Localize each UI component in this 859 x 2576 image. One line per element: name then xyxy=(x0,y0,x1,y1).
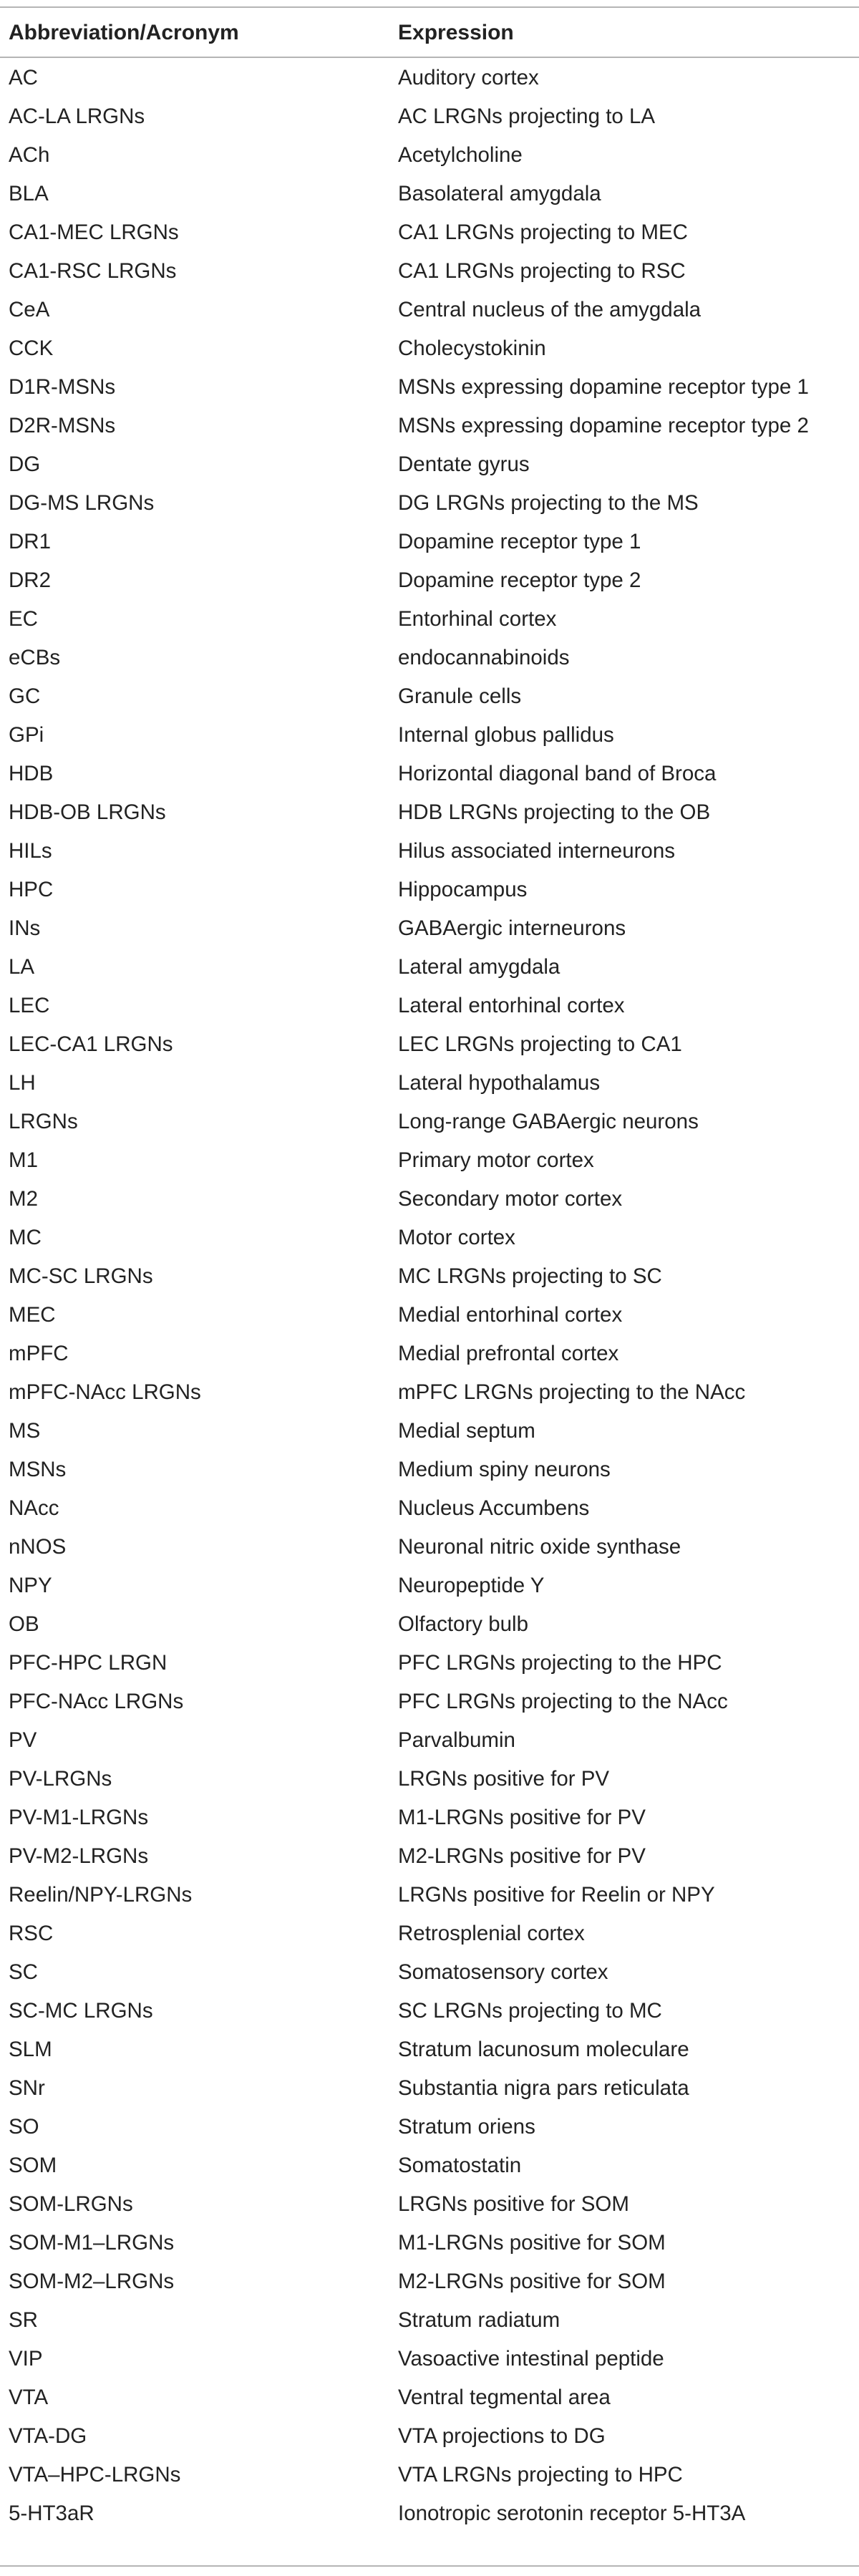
abbreviation-cell: AC-LA LRGNs xyxy=(9,105,145,128)
table-row xyxy=(0,483,859,522)
abbreviation-cell: mPFC-NAcc LRGNs xyxy=(9,1380,201,1404)
expression-cell: endocannabinoids xyxy=(398,646,570,669)
abbreviation-cell: Reelin/NPY-LRGNs xyxy=(9,1883,193,1907)
table-row xyxy=(0,2262,859,2300)
abbreviation-cell: MEC xyxy=(9,1303,56,1327)
table-row xyxy=(0,1952,859,1991)
table-row xyxy=(0,135,859,174)
table-row xyxy=(0,1334,859,1372)
table-row xyxy=(0,561,859,599)
abbreviation-cell: MC-SC LRGNs xyxy=(9,1264,153,1288)
abbreviation-cell: RSC xyxy=(9,1922,54,1945)
table-row xyxy=(0,2146,859,2184)
table-row xyxy=(0,522,859,561)
expression-cell: M1-LRGNs positive for PV xyxy=(398,1806,646,1829)
table-row xyxy=(0,599,859,638)
table-row xyxy=(0,2107,859,2146)
abbreviation-cell: SLM xyxy=(9,2038,52,2061)
expression-cell: Medial septum xyxy=(398,1419,535,1443)
table-row xyxy=(0,986,859,1025)
table-row xyxy=(0,1218,859,1256)
abbreviation-cell: INs xyxy=(9,916,41,940)
expression-cell: Hippocampus xyxy=(398,878,528,901)
expression-cell: Primary motor cortex xyxy=(398,1148,594,1172)
abbreviation-cell: GC xyxy=(9,684,41,708)
table-row xyxy=(0,367,859,406)
expression-cell: M1-LRGNs positive for SOM xyxy=(398,2231,666,2255)
abbreviation-cell: CA1-RSC LRGNs xyxy=(9,259,177,283)
table-row xyxy=(0,1488,859,1527)
expression-cell: MC LRGNs projecting to SC xyxy=(398,1264,662,1288)
expression-cell: M2-LRGNs positive for PV xyxy=(398,1844,646,1868)
expression-cell: Stratum oriens xyxy=(398,2115,535,2139)
table-row xyxy=(0,1643,859,1682)
table-row xyxy=(0,174,859,213)
abbreviation-cell: CeA xyxy=(9,298,50,321)
expression-cell: Neuronal nitric oxide synthase xyxy=(398,1535,681,1559)
table-row xyxy=(0,1179,859,1218)
abbreviation-cell: eCBs xyxy=(9,646,61,669)
expression-cell: Lateral hypothalamus xyxy=(398,1071,601,1095)
table-row xyxy=(0,1566,859,1604)
abbreviation-cell: D1R-MSNs xyxy=(9,375,116,399)
abbreviation-cell: LRGNs xyxy=(9,1110,78,1133)
abbreviation-cell: SC xyxy=(9,1960,38,1984)
expression-cell: Olfactory bulb xyxy=(398,1612,528,1636)
expression-cell: Internal globus pallidus xyxy=(398,723,614,747)
expression-cell: Stratum radiatum xyxy=(398,2308,560,2332)
expression-cell: Medial prefrontal cortex xyxy=(398,1342,619,1365)
abbreviation-cell: SR xyxy=(9,2308,38,2332)
abbreviation-cell: VTA-DG xyxy=(9,2424,87,2448)
expression-cell: Lateral amygdala xyxy=(398,955,560,979)
abbreviation-cell: VTA–HPC-LRGNs xyxy=(9,2463,181,2487)
table-row xyxy=(0,947,859,986)
table-row xyxy=(0,2184,859,2223)
expression-cell: LRGNs positive for Reelin or NPY xyxy=(398,1883,715,1907)
table-row xyxy=(0,1682,859,1720)
table-row xyxy=(0,2300,859,2339)
abbreviation-cell: LH xyxy=(9,1071,36,1095)
expression-cell: Granule cells xyxy=(398,684,522,708)
expression-cell: LEC LRGNs projecting to CA1 xyxy=(398,1032,682,1056)
expression-cell: Neuropeptide Y xyxy=(398,1574,545,1597)
abbreviation-cell: AC xyxy=(9,66,38,89)
abbreviation-cell: SO xyxy=(9,2115,39,2139)
expression-cell: Ionotropic serotonin receptor 5-HT3A xyxy=(398,2502,746,2525)
abbreviation-cell: PV xyxy=(9,1728,37,1752)
abbreviation-cell: HPC xyxy=(9,878,54,901)
abbreviation-cell: SOM-M1–LRGNs xyxy=(9,2231,175,2255)
abbreviation-cell: DR2 xyxy=(9,568,52,592)
expression-cell: Somatostatin xyxy=(398,2154,522,2177)
expression-cell: Lateral entorhinal cortex xyxy=(398,994,625,1017)
abbreviation-cell: LA xyxy=(9,955,35,979)
abbreviation-cell: M1 xyxy=(9,1148,38,1172)
abbreviation-cell: ACh xyxy=(9,143,50,167)
abbreviation-cell: DR1 xyxy=(9,530,52,553)
expression-cell: SC LRGNs projecting to MC xyxy=(398,1999,662,2023)
expression-cell: AC LRGNs projecting to LA xyxy=(398,105,656,128)
abbreviation-cell: PV-M2-LRGNs xyxy=(9,1844,149,1868)
expression-cell: Ventral tegmental area xyxy=(398,2386,611,2409)
abbreviation-cell: M2 xyxy=(9,1187,38,1211)
header-expression: Expression xyxy=(398,21,514,44)
expression-cell: CA1 LRGNs projecting to RSC xyxy=(398,259,686,283)
expression-cell: PFC LRGNs projecting to the NAcc xyxy=(398,1690,728,1713)
expression-cell: Medial entorhinal cortex xyxy=(398,1303,623,1327)
table-row xyxy=(0,1295,859,1334)
header-abbreviation: Abbreviation/Acronym xyxy=(9,21,239,44)
table-row xyxy=(0,1875,859,1914)
abbreviation-cell: nNOS xyxy=(9,1535,67,1559)
table-row xyxy=(0,1604,859,1643)
table-row xyxy=(0,58,859,97)
table-row xyxy=(0,2223,859,2262)
expression-cell: Entorhinal cortex xyxy=(398,607,557,631)
table-row xyxy=(0,831,859,870)
table-row xyxy=(0,1914,859,1952)
table-row xyxy=(0,2494,859,2532)
table-row xyxy=(0,638,859,677)
expression-cell: VTA LRGNs projecting to HPC xyxy=(398,2463,683,2487)
table-row xyxy=(0,909,859,947)
table-row xyxy=(0,793,859,831)
abbreviation-cell: PV-LRGNs xyxy=(9,1767,112,1791)
abbreviation-cell: OB xyxy=(9,1612,39,1636)
table-row xyxy=(0,213,859,251)
table-row xyxy=(0,290,859,329)
table-row xyxy=(0,1450,859,1488)
abbreviation-cell: GPi xyxy=(9,723,44,747)
expression-cell: Stratum lacunosum moleculare xyxy=(398,2038,689,2061)
expression-cell: Secondary motor cortex xyxy=(398,1187,623,1211)
expression-cell: Somatosensory cortex xyxy=(398,1960,608,1984)
table-row xyxy=(0,1720,859,1759)
abbreviation-cell: BLA xyxy=(9,182,49,205)
expression-cell: LRGNs positive for PV xyxy=(398,1767,610,1791)
table-row xyxy=(0,1372,859,1411)
abbreviation-cell: D2R-MSNs xyxy=(9,414,116,437)
expression-cell: CA1 LRGNs projecting to MEC xyxy=(398,221,688,244)
abbreviation-cell: SC-MC LRGNs xyxy=(9,1999,153,2023)
expression-cell: mPFC LRGNs projecting to the NAcc xyxy=(398,1380,746,1404)
expression-cell: Nucleus Accumbens xyxy=(398,1496,590,1520)
expression-cell: Motor cortex xyxy=(398,1226,515,1249)
expression-cell: Dopamine receptor type 2 xyxy=(398,568,641,592)
expression-cell: Acetylcholine xyxy=(398,143,523,167)
table-row xyxy=(0,1759,859,1798)
abbreviation-cell: LEC xyxy=(9,994,50,1017)
abbreviation-cell: SOM-LRGNs xyxy=(9,2192,133,2216)
expression-cell: MSNs expressing dopamine receptor type 1 xyxy=(398,375,809,399)
table-row xyxy=(0,1025,859,1063)
abbreviation-cell: CA1-MEC LRGNs xyxy=(9,221,179,244)
table-bottom-rule xyxy=(0,2565,859,2567)
abbreviation-cell: PFC-NAcc LRGNs xyxy=(9,1690,184,1713)
table-row xyxy=(0,1836,859,1875)
abbreviation-cell: MS xyxy=(9,1419,41,1443)
abbreviation-cell: HDB-OB LRGNs xyxy=(9,800,166,824)
expression-cell: LRGNs positive for SOM xyxy=(398,2192,629,2216)
table-row xyxy=(0,1063,859,1102)
abbreviation-cell: PFC-HPC LRGN xyxy=(9,1651,168,1675)
table-row xyxy=(0,2416,859,2455)
abbreviation-cell: LEC-CA1 LRGNs xyxy=(9,1032,173,1056)
expression-cell: PFC LRGNs projecting to the HPC xyxy=(398,1651,722,1675)
table-row xyxy=(0,715,859,754)
expression-cell: DG LRGNs projecting to the MS xyxy=(398,491,699,515)
expression-cell: Retrosplenial cortex xyxy=(398,1922,585,1945)
expression-cell: Dentate gyrus xyxy=(398,452,530,476)
expression-cell: MSNs expressing dopamine receptor type 2 xyxy=(398,414,809,437)
abbreviation-cell: HILs xyxy=(9,839,52,863)
expression-cell: Hilus associated interneurons xyxy=(398,839,675,863)
expression-cell: Horizontal diagonal band of Broca xyxy=(398,762,717,785)
table-row xyxy=(0,870,859,909)
expression-cell: Auditory cortex xyxy=(398,66,539,89)
expression-cell: Long-range GABAergic neurons xyxy=(398,1110,699,1133)
abbreviation-cell: DG xyxy=(9,452,41,476)
abbreviation-cell: VTA xyxy=(9,2386,49,2409)
table-row xyxy=(0,2378,859,2416)
table-row xyxy=(0,1991,859,2030)
abbreviation-cell: mPFC xyxy=(9,1342,69,1365)
abbreviation-cell: CCK xyxy=(9,336,54,360)
abbreviation-cell: NAcc xyxy=(9,1496,59,1520)
abbreviation-cell: SNr xyxy=(9,2076,45,2100)
table-row xyxy=(0,2455,859,2494)
table-row xyxy=(0,445,859,483)
table-row xyxy=(0,97,859,135)
expression-cell: Central nucleus of the amygdala xyxy=(398,298,702,321)
table-row xyxy=(0,677,859,715)
abbreviation-cell: SOM xyxy=(9,2154,57,2177)
table-row xyxy=(0,1798,859,1836)
expression-cell: M2-LRGNs positive for SOM xyxy=(398,2270,666,2293)
table-row xyxy=(0,2068,859,2107)
table-row xyxy=(0,2030,859,2068)
abbreviation-cell: SOM-M2–LRGNs xyxy=(9,2270,175,2293)
expression-cell: Cholecystokinin xyxy=(398,336,546,360)
expression-cell: Medium spiny neurons xyxy=(398,1458,611,1481)
expression-cell: VTA projections to DG xyxy=(398,2424,606,2448)
abbreviation-cell: VIP xyxy=(9,2347,43,2371)
table-header-row xyxy=(0,8,859,57)
expression-cell: Vasoactive intestinal peptide xyxy=(398,2347,664,2371)
abbreviation-cell: NPY xyxy=(9,1574,52,1597)
table-row xyxy=(0,754,859,793)
table-row xyxy=(0,1411,859,1450)
abbreviation-cell: HDB xyxy=(9,762,54,785)
expression-cell: Substantia nigra pars reticulata xyxy=(398,2076,689,2100)
expression-cell: Parvalbumin xyxy=(398,1728,515,1752)
abbreviation-cell: DG-MS LRGNs xyxy=(9,491,155,515)
table-row xyxy=(0,251,859,290)
table-row xyxy=(0,1256,859,1295)
table-row xyxy=(0,1527,859,1566)
abbreviation-cell: EC xyxy=(9,607,38,631)
table-row xyxy=(0,329,859,367)
abbreviation-cell: MSNs xyxy=(9,1458,67,1481)
abbreviation-cell: PV-M1-LRGNs xyxy=(9,1806,149,1829)
expression-cell: Dopamine receptor type 1 xyxy=(398,530,641,553)
table-row xyxy=(0,1102,859,1141)
table-row xyxy=(0,2339,859,2378)
abbreviation-cell: 5-HT3aR xyxy=(9,2502,94,2525)
expression-cell: HDB LRGNs projecting to the OB xyxy=(398,800,711,824)
table-row xyxy=(0,1141,859,1179)
abbreviation-cell: MC xyxy=(9,1226,42,1249)
expression-cell: GABAergic interneurons xyxy=(398,916,626,940)
expression-cell: Basolateral amygdala xyxy=(398,182,601,205)
table-row xyxy=(0,406,859,445)
